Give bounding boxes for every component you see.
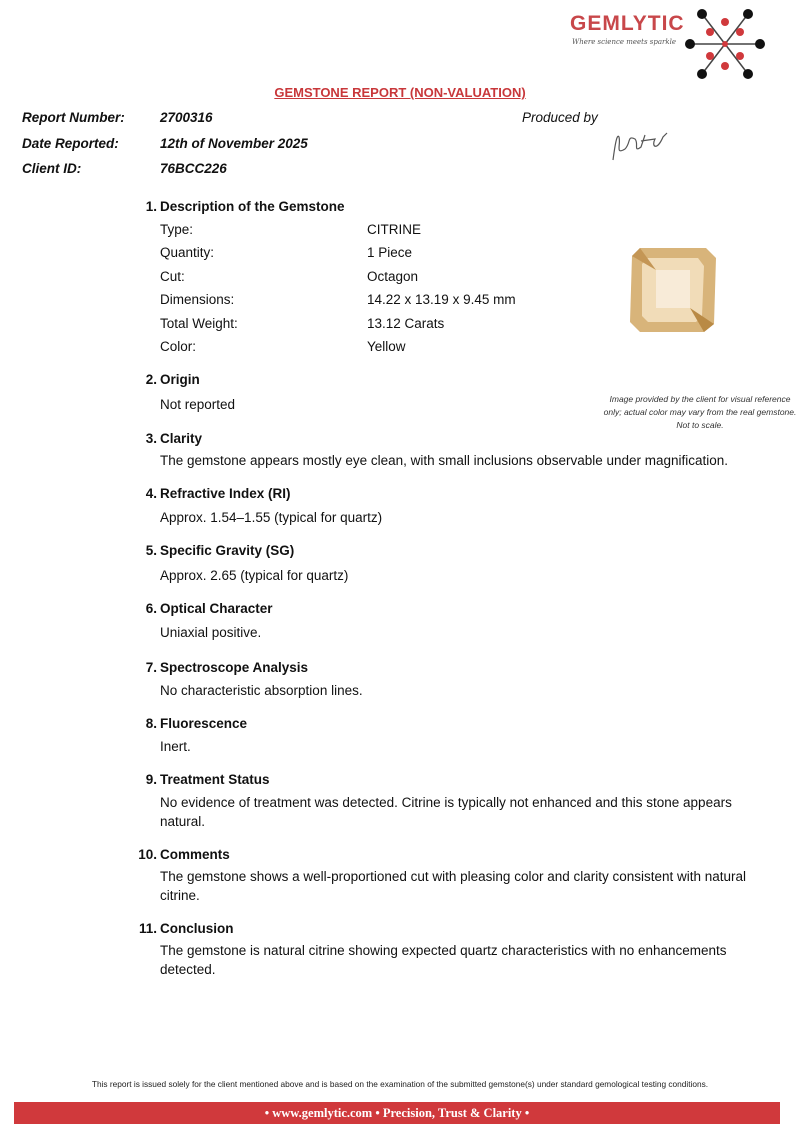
section-number: 10.: [138, 847, 157, 862]
logo-star-icon: [685, 4, 765, 84]
logo-brand: GEMLYTIC: [570, 12, 685, 35]
section-text: Not reported: [160, 397, 236, 412]
section-number: 1.: [145, 199, 157, 214]
section-title: Specific Gravity (SG): [160, 543, 295, 558]
section-text: The gemstone is natural citrine showing expected quartz characteristics with no enhancements detected.: [160, 943, 727, 977]
date-label: Date Reported:: [22, 136, 119, 151]
signature-icon: [605, 125, 675, 170]
row-value: Octagon: [367, 269, 419, 284]
section-number: 5.: [145, 543, 157, 558]
section-title: Description of the Gemstone: [160, 199, 345, 214]
section-text: Approx. 1.54–1.55 (typical for quartz): [160, 510, 383, 525]
image-caption: Image provided by the client for visual reference only; actual color may vary from the real gemstone. Not to scale.: [603, 394, 797, 430]
section-title: Optical Character: [160, 601, 273, 616]
section-text: Approx. 2.65 (typical for quartz): [160, 568, 349, 583]
section-number: 4.: [145, 486, 157, 501]
section-title: Comments: [160, 847, 230, 862]
gemstone-image: [628, 246, 718, 334]
report-number-label: Report Number:: [22, 110, 125, 125]
row-value: 13.12 Carats: [367, 316, 445, 331]
section-number: 2.: [145, 372, 157, 387]
section-title: Clarity: [160, 431, 203, 446]
row-label: Quantity:: [160, 245, 215, 260]
row-label: Type:: [160, 222, 194, 237]
produced-by: Produced by: [522, 110, 598, 125]
section-title: Treatment Status: [160, 772, 270, 787]
section-title: Fluorescence: [160, 716, 248, 731]
section-number: 7.: [145, 660, 157, 675]
section-text: Uniaxial positive.: [160, 625, 262, 640]
section-text: No characteristic absorption lines.: [160, 683, 363, 698]
row-value: CITRINE: [367, 222, 421, 237]
row-label: Cut:: [160, 269, 185, 284]
row-label: Dimensions:: [160, 292, 235, 307]
gemlytic-logo: [565, 8, 765, 68]
section-number: 8.: [145, 716, 157, 731]
section-text: The gemstone appears mostly eye clean, with small inclusions observable under magnification.: [160, 453, 729, 468]
section-number: 3.: [145, 431, 157, 446]
section-title: Refractive Index (RI): [160, 486, 291, 501]
row-value: 1 Piece: [367, 245, 413, 260]
section-title: Conclusion: [160, 921, 234, 936]
section-text: No evidence of treatment was detected. Citrine is typically not enhanced and this stone appears natural.: [160, 795, 732, 829]
section-title: Origin: [160, 372, 200, 387]
footer-banner: • www.gemlytic.com • Precision, Trust & Clarity •: [14, 1102, 780, 1124]
section-text: Inert.: [160, 739, 191, 754]
row-value: Yellow: [367, 339, 406, 354]
section-title: Spectroscope Analysis: [160, 660, 309, 675]
row-value: 14.22 x 13.19 x 9.45 mm: [367, 292, 516, 307]
row-label: Total Weight:: [160, 316, 238, 331]
report-number: 2700316: [160, 110, 213, 125]
section-number: 6.: [145, 601, 157, 616]
footer-disclaimer: This report is issued solely for the client mentioned above and is based on the examination of the submitted gemstone(s) under standard gemological testing conditions.: [91, 1079, 709, 1089]
row-label: Color:: [160, 339, 197, 354]
report-title: GEMSTONE REPORT (NON-VALUATION): [274, 85, 526, 100]
section-number: 11.: [138, 921, 157, 936]
date-reported: 12th of November 2025: [160, 136, 308, 151]
client-id-label: Client ID:: [22, 161, 82, 176]
client-id: 76BCC226: [160, 161, 227, 176]
section-text: The gemstone shows a well-proportioned cut with pleasing color and clarity consistent with natural citrine.: [160, 869, 747, 903]
section-number: 9.: [145, 772, 157, 787]
logo-tagline: Where science meets sparkle: [572, 38, 677, 46]
